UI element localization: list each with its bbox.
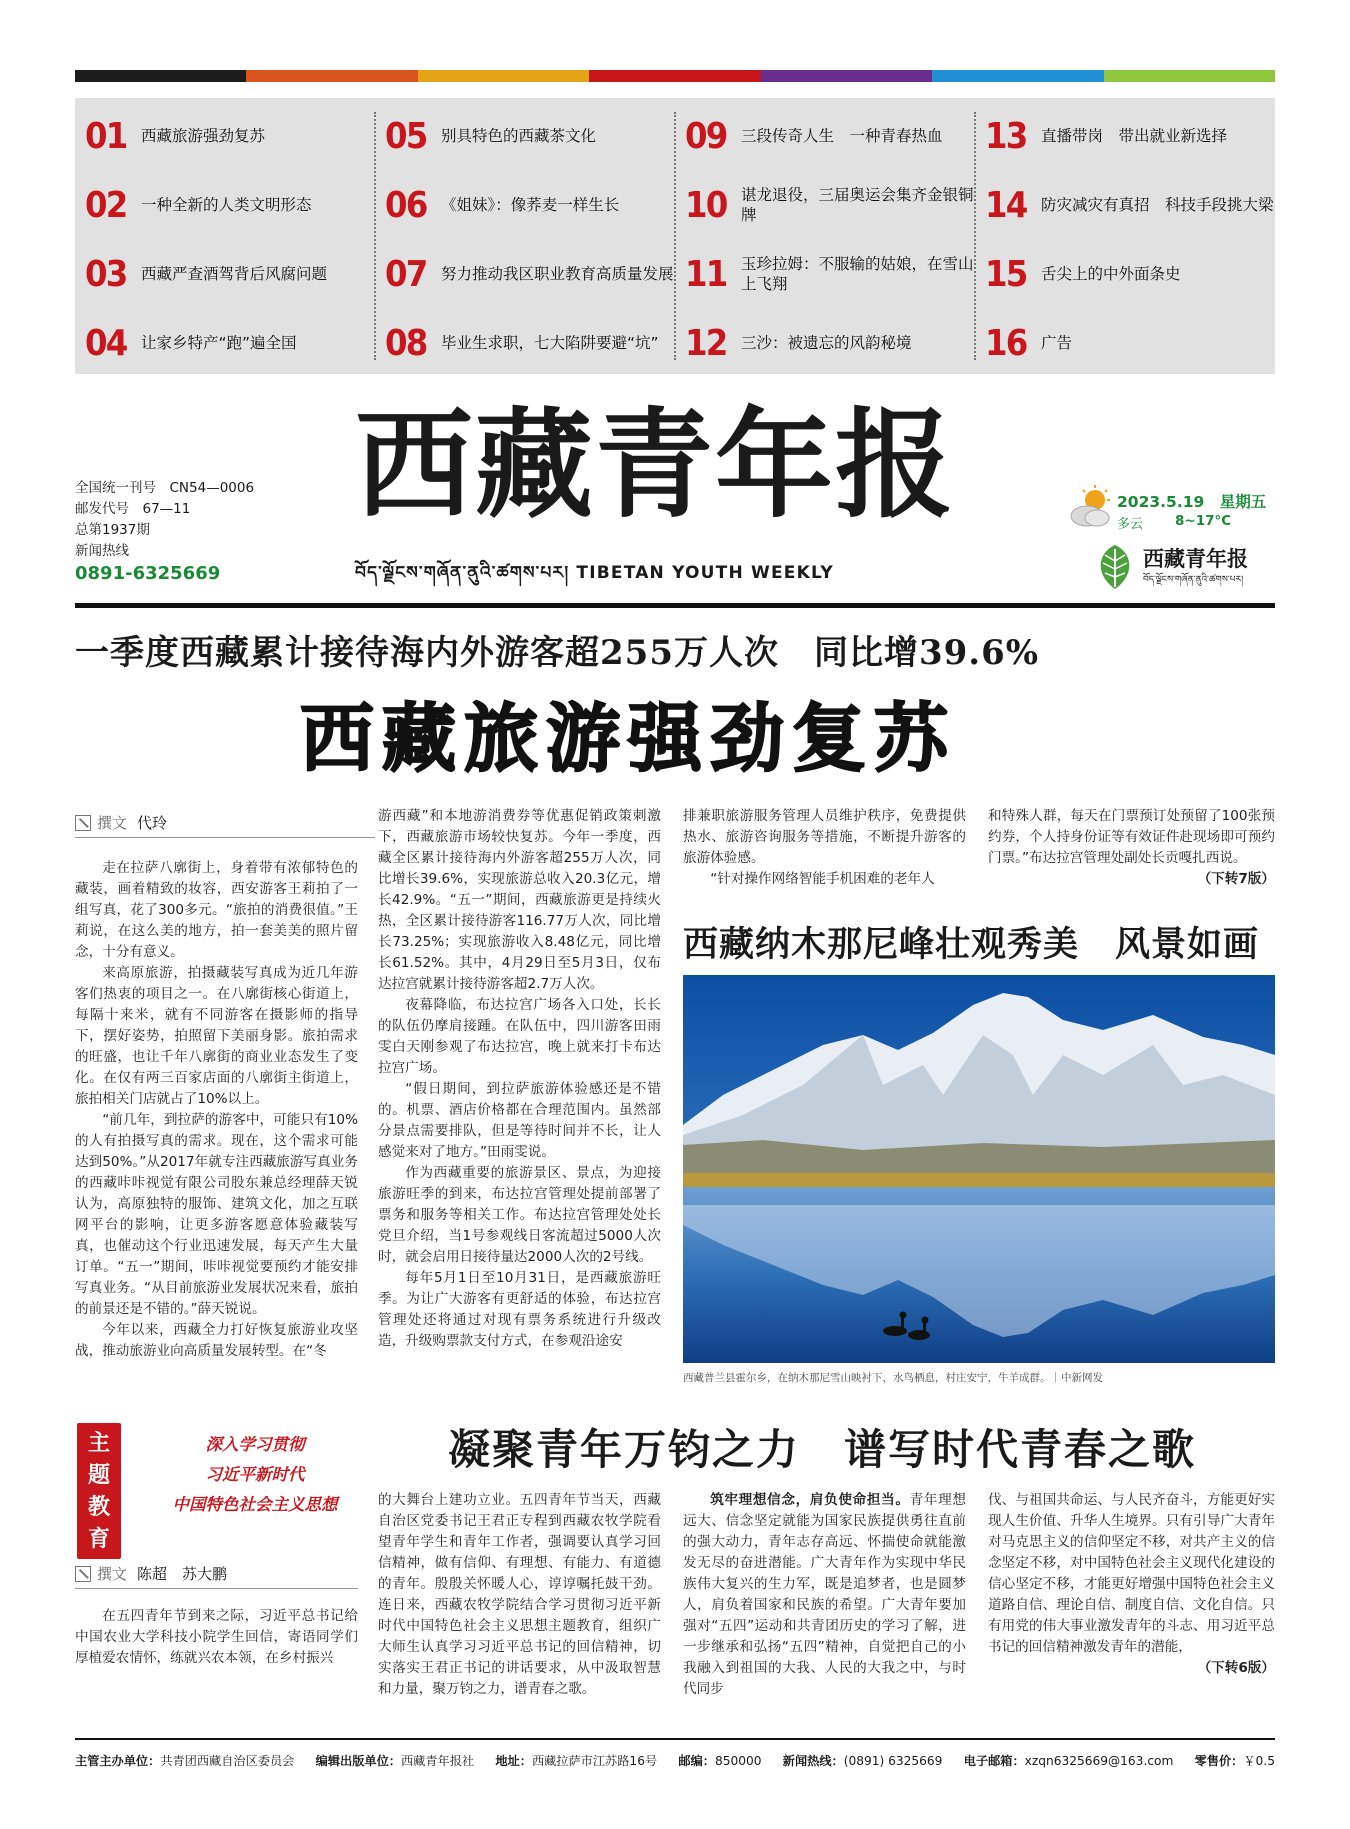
masthead-tibetan: བོད་ལྗོངས་གཞོན་ནུའི་ཚགས་པར།	[355, 563, 570, 583]
masthead-subtitle	[355, 553, 834, 601]
color-stripe-segment	[246, 70, 417, 82]
footer-label: 零售价：	[1194, 1754, 1244, 1768]
paragraph: “针对操作网络智能手机困难的老年人	[710, 871, 935, 887]
theme-education-badge	[75, 1418, 365, 1558]
pen-icon	[75, 815, 91, 831]
weather-temperature: 8~17°C	[1175, 513, 1232, 529]
section-lead: 筑牢理想信念，肩负使命担当。	[710, 1492, 910, 1508]
continued-notice: （下转6版）	[1197, 1660, 1275, 1676]
toc-item[interactable]	[385, 250, 675, 298]
toc-title: 努力推动我区职业教育高质量发展	[441, 265, 674, 283]
footer-label: 邮编：	[678, 1754, 715, 1768]
footer-item	[678, 1752, 761, 1769]
second-column-1	[75, 1606, 358, 1716]
color-stripe-segment	[1104, 70, 1275, 82]
byline-label: 撰文	[97, 1565, 128, 1583]
toc-item[interactable]	[85, 112, 375, 160]
footer-value: xzqn6325669@163.com	[1024, 1754, 1174, 1768]
lead-column-2	[378, 806, 661, 1386]
paragraph: 游西藏”和本地游消费券等优惠促销政策刺激下，西藏旅游市场较快复苏。今年一季度，西藏全区累计接待海内外游客超255万人次，同比增长39.6%，实现旅游总收入20.3亿元，增长42.9%。“五一”期间，西藏旅游更是持续火热，全区累计接待游客116.77万人次，同比增长73.25%；实现旅游收入8.48亿元，同比增长61.52%。其中，4月29日至5月3日，仅布达拉宫就累计接待游客超2.7万人次。	[378, 808, 661, 992]
paragraph: 夜幕降临，布达拉宫广场各入口处，长长的队伍仍摩肩接踵。在队伍中，四川游客田雨雯白天刚参观了布达拉宫，晚上就来打卡布达拉宫广场。	[378, 997, 661, 1076]
toc-title: 直播带岗 带出就业新选择	[1041, 127, 1228, 145]
photo-caption: 西藏普兰县霍尔乡，在纳木那尼雪山映衬下，水鸟栖息，村庄安宁，牛羊成群。｜中新网发	[683, 1372, 1103, 1384]
second-headline: 凝聚青年万钧之力 谱写时代青春之歌	[448, 1425, 1197, 1474]
toc-page-number: 07	[385, 253, 427, 295]
seal-character: 主	[87, 1430, 110, 1456]
leaf-logo-icon	[1093, 543, 1137, 591]
toc-title: 让家乡特产“跑”遍全国	[141, 334, 297, 352]
paragraph-text: 青年理想远大、信念坚定就能为国家民族提供勇往直前的强大动力，青年志存高远、怀揣使命就能激发无尽的奋进潜能。广大青年作为实现中华民族伟大复兴的生力军，既是追梦者，也是圆梦人，肩负着国家和民族的希望。广大青年要加强对“五四”运动和共青团历史的学习了解，进一步继承和弘扬“五四”精神，自觉把自己的小我融入到祖国的大我、人民的大我之中，与时代同步	[683, 1492, 966, 1697]
toc-item[interactable]	[385, 181, 675, 229]
toc-page-number: 15	[985, 253, 1027, 295]
color-stripe-segment	[589, 70, 760, 82]
toc-title: 《姐妹》：像荞麦一样生长	[441, 196, 620, 214]
footer-label: 编辑出版单位：	[315, 1754, 401, 1768]
toc-page-number: 02	[85, 184, 127, 226]
paragraph	[683, 1490, 966, 1700]
toc-page-number: 09	[685, 115, 727, 157]
footer-value: 西藏拉萨市江苏路16号	[531, 1754, 658, 1768]
publication-info	[75, 478, 254, 586]
toc-item[interactable]	[685, 250, 975, 298]
color-stripe-segment	[932, 70, 1103, 82]
toc-page-number: 13	[985, 115, 1027, 157]
hotline-label: 新闻热线	[75, 543, 129, 559]
toc-page-number: 01	[85, 115, 127, 157]
postal-code-line: 邮发代号 67—11	[75, 501, 191, 517]
toc-page-number: 16	[985, 322, 1027, 364]
paragraph: 作为西藏重要的旅游景区、景点，为迎接旅游旺季的到来，布达拉宫管理处提前部署了票务和服务等相关工作。布达拉宫管理处处长党旦介绍，当1号参观线日客流超过5000人次时，就会启用日接待量达2000人次的2号线。	[378, 1165, 661, 1265]
toc-page-number: 05	[385, 115, 427, 157]
toc-item[interactable]	[85, 319, 375, 367]
slogan-line: 中国特色社会主义思想	[172, 1495, 338, 1514]
theme-slogan	[135, 1430, 375, 1520]
footer-item	[75, 1752, 294, 1769]
toc-item[interactable]	[685, 181, 975, 229]
mountain-lake-photo	[683, 975, 1275, 1363]
pen-icon	[75, 1566, 91, 1582]
issue-date: 2023.5.19 星期五	[1117, 493, 1267, 511]
paragraph: 和特殊人群，每天在门票预订处预留了100张预约券，个人持身份证等有效证件赴现场即可预约门票。”布达拉宫管理处副处长贡嘎扎西说。	[988, 808, 1275, 866]
toc-item[interactable]	[985, 112, 1275, 160]
footer-value: 850000	[714, 1754, 762, 1768]
color-stripe-segment	[761, 70, 932, 82]
paragraph: “前几年，到拉萨的游客中，可能只有10%的人有拍摄写真的需求。现在，这个需求可能达到50%。”从2017年就专注西藏旅游写真业务的西藏咔咔视觉有限公司股东兼总经理薛天锐认为，高原独特的服饰、建筑文化，加之互联网平台的影响，让更多游客愿意体验藏装写真，也催动这个行业迅速发展，每天产生大量订单。“五一”期间，咔咔视觉要预约才能安排写真业务。“从目前旅游业发展状况来看，旅拍的前景还是不错的。”薛天锐说。	[75, 1112, 358, 1317]
masthead-rule	[75, 603, 1275, 608]
masthead-title: 西藏青年报	[355, 395, 956, 534]
toc-page-number: 14	[985, 184, 1027, 226]
footer-label: 电子邮箱：	[963, 1754, 1025, 1768]
toc-title: 广告	[1041, 334, 1073, 352]
footer-value: (0891) 6325669	[843, 1754, 943, 1768]
toc-title: 防灾减灾有真招 科技手段挑大梁	[1041, 196, 1274, 214]
toc-item[interactable]	[385, 112, 675, 160]
lead-headline: 西藏旅游强劲复苏	[300, 696, 956, 782]
toc-separator	[974, 112, 976, 360]
theme-seal	[77, 1423, 121, 1559]
paragraph: “假日期间，到拉萨旅游体验感还是不错的。机票、酒店价格都在合理范围内。虽然部分景点需要排队，但是等待时间并不长，让人感觉来对了地方。”田雨雯说。	[378, 1081, 661, 1160]
second-column-4	[988, 1490, 1275, 1720]
toc-page-number: 06	[385, 184, 427, 226]
paragraph: 今年以来，西藏全力打好恢复旅游业攻坚战，推动旅游业向高质量发展转型。在“冬	[75, 1322, 358, 1359]
brand-logo	[1093, 543, 1275, 591]
issue-number-line: 总第1937期	[75, 522, 150, 538]
seal-character: 教	[87, 1494, 110, 1520]
footer-value: 西藏青年报社	[400, 1754, 475, 1768]
toc-page-number: 08	[385, 322, 427, 364]
footer-item	[783, 1752, 943, 1769]
second-column-3	[683, 1490, 966, 1720]
toc-title: 一种全新的人类文明形态	[141, 196, 312, 214]
second-column-2	[378, 1490, 661, 1720]
seal-character: 题	[87, 1462, 110, 1488]
footer-item	[316, 1752, 474, 1769]
logo-chinese: 西藏青年报	[1143, 547, 1248, 571]
toc-item[interactable]	[85, 181, 375, 229]
toc-title: 西藏严查酒驾背后风腐问题	[141, 265, 328, 283]
second-byline	[75, 1563, 358, 1589]
toc-title: 玉珍拉姆：不服输的姑娘，在雪山上飞翔	[741, 255, 974, 293]
footer-label: 新闻热线：	[782, 1754, 844, 1768]
footer-item	[1195, 1752, 1275, 1769]
toc-page-number: 11	[685, 253, 727, 295]
logo-tibetan: བོད་ལྗོངས་གཞོན་ནུའི་ཚགས་པར།	[1143, 575, 1244, 585]
paragraph: 伐、与祖国共命运、与人民齐奋斗，方能更好实现人生价值、升华人生境界。只有引导广大青年对马克思主义的信仰坚定不移，对共产主义的信念坚定不移，对中国特色社会主义现代化建设的信心坚定不移，才能更好增强中国特色社会主义道路自信、理论自信、制度自信、文化自信。只有用党的伟大事业激发青年的斗志、用习近平总书记的回信精神激发青年的潜能，	[988, 1492, 1275, 1655]
toc-title: 舌尖上的中外面条史	[1041, 265, 1181, 283]
toc-page-number: 03	[85, 253, 127, 295]
footer-rule	[75, 1738, 1275, 1740]
color-stripe-segment	[418, 70, 589, 82]
slogan-line: 深入学习贯彻	[205, 1435, 305, 1454]
paragraph: 每年5月1日至10月31日，是西藏旅游旺季。为让广大游客有更舒适的体验，布达拉宫管理处还将通过对现有票务系统进行升级改造，升级购票款支付方式，在参观沿途安	[378, 1270, 661, 1349]
toc-item[interactable]	[685, 112, 975, 160]
byline-names: 代玲	[137, 814, 168, 832]
paragraph: 来高原旅游，拍摄藏装写真成为近几年游客们热衷的项目之一。在八廓街核心街道上，每隔十来米，就有不同游客在摄影师的指导下，摆好姿势，拍照留下美丽身影。旅拍需求的旺盛，也让千年八廓街的商业业态发生了变化。在仅有两三百家店面的八廓街主街道上，旅拍相关门店就占了10%以上。	[75, 965, 358, 1107]
byline-names: 陈超 苏大鹏	[137, 1565, 228, 1583]
paragraph: 排兼职旅游服务管理人员维护秩序，免费提供热水、旅游咨询服务等措施，不断提升游客的旅游体验感。	[683, 808, 966, 866]
toc-separator	[374, 112, 376, 360]
footer-value: 共青团西藏自治区委员会	[160, 1754, 295, 1768]
color-stripe-segment	[75, 70, 246, 82]
toc-title: 西藏旅游强劲复苏	[141, 127, 266, 145]
toc-title: 谌龙退役，三届奥运会集齐金银铜牌	[741, 186, 974, 224]
footer-item	[964, 1752, 1174, 1769]
toc-title: 三沙：被遗忘的风韵秘境	[741, 334, 912, 352]
toc-separator	[674, 112, 676, 360]
masthead-english: TIBETAN YOUTH WEEKLY	[576, 563, 834, 583]
seal-character: 育	[87, 1526, 110, 1552]
footer-value: ￥0.5	[1243, 1754, 1275, 1768]
lead-kicker: 一季度西藏累计接待海内外游客超255万人次 同比增39.6%	[75, 633, 1040, 673]
continued-notice: （下转7版）	[1197, 871, 1275, 887]
toc-page-number: 10	[685, 184, 727, 226]
color-stripe	[75, 70, 1275, 82]
partly-cloudy-icon	[1065, 484, 1115, 534]
footer-label: 主管主办单位：	[75, 1754, 161, 1768]
paragraph: 的大舞台上建功立业。五四青年节当天，西藏自治区党委书记王君正专程到西藏农牧学院看望青年学生和青年工作者，强调要认真学习回信精神，做有信仰、有理想、有能力、有道德的青年。殷殷关怀暖人心，谆谆嘱托鼓干劲。连日来，西藏农牧学院结合学习贯彻习近平新时代中国特色社会主义思想主题教育，组织广大师生认真学习习近平总书记的回信精神，切实落实王君正书记的讲话要求，从中汲取智慧和力量，聚万钧之力，谱青春之歌。	[378, 1492, 661, 1697]
toc-title: 别具特色的西藏茶文化	[441, 127, 597, 145]
paragraph: 在五四青年节到来之际，习近平总书记给中国农业大学科技小院学生回信，寄语同学们厚植爱农情怀，练就兴农本领，在乡村振兴	[75, 1608, 358, 1666]
lead-byline	[75, 812, 375, 838]
mountain-photo-image	[683, 975, 1275, 1363]
weather-box	[1065, 480, 1275, 540]
lead-column-1	[75, 858, 358, 1386]
toc-item[interactable]	[985, 250, 1275, 298]
toc-item[interactable]	[385, 319, 675, 367]
slogan-line: 习近平新时代	[205, 1465, 305, 1484]
footer-item	[495, 1752, 657, 1769]
hotline-number: 0891-6325669	[75, 563, 221, 584]
photo-headline: 西藏纳木那尼峰壮观秀美 风景如画	[683, 924, 1260, 965]
lead-column-3	[683, 806, 966, 906]
lead-column-4	[988, 806, 1275, 906]
toc-item[interactable]	[985, 319, 1275, 367]
footer	[75, 1752, 1275, 1769]
paragraph: 走在拉萨八廓街上，身着带有浓郁特色的藏装，画着精致的妆容，西安游客王莉拍了一组写真，花了300多元。“旅拍的消费很值。”王莉说，在这么美的地方，拍一套美美的照片留念，十分有意义。	[75, 860, 358, 960]
toc-item[interactable]	[985, 181, 1275, 229]
toc-page-number: 04	[85, 322, 127, 364]
toc-title: 三段传奇人生 一种青春热血	[741, 127, 943, 145]
byline-label: 撰文	[97, 814, 128, 832]
toc-item[interactable]	[85, 250, 375, 298]
footer-label: 地址：	[495, 1754, 532, 1768]
toc-page-number: 12	[685, 322, 727, 364]
toc-item[interactable]	[685, 319, 975, 367]
weather-condition: 多云	[1117, 517, 1144, 532]
table-of-contents	[75, 98, 1275, 374]
toc-title: 毕业生求职，七大陷阱要避“坑”	[441, 334, 659, 352]
issn-line: 全国统一刊号 CN54—0006	[75, 480, 255, 496]
